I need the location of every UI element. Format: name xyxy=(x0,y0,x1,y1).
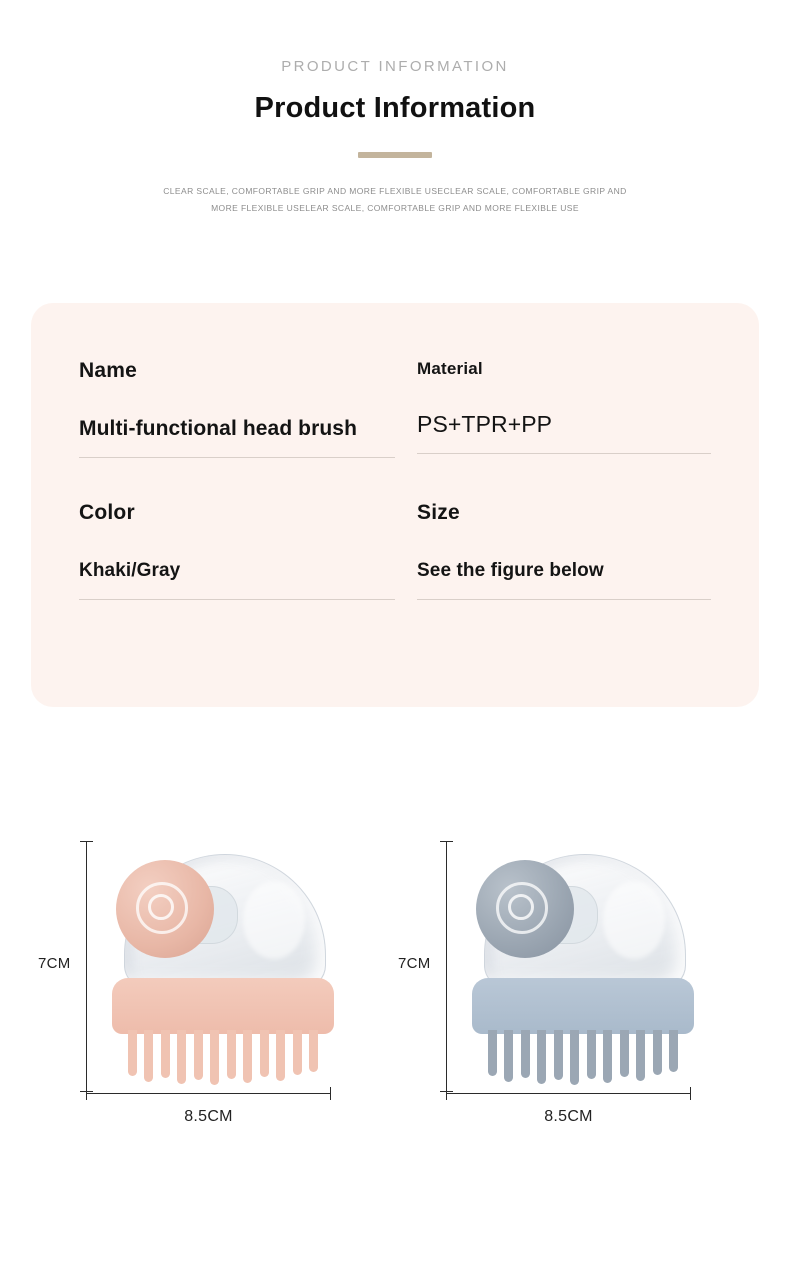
height-dimension-label: 7CM xyxy=(38,955,71,972)
dome-highlight xyxy=(603,881,665,959)
width-dimension-cap-right xyxy=(330,1087,331,1100)
brush-bristles xyxy=(488,1030,678,1086)
dome-highlight xyxy=(243,881,305,959)
brush-body xyxy=(112,978,334,1034)
height-dimension-line xyxy=(86,841,87,1091)
row-divider xyxy=(417,453,711,454)
knob-rings-icon xyxy=(496,882,548,934)
eyebrow-text: PRODUCT INFORMATION xyxy=(281,58,509,75)
header-subcopy: CLEAR SCALE, COMFORTABLE GRIP AND MORE FLEXIBLE USECLEAR SCALE, COMFORTABLE GRIP AND MORE FLEXIBLE USELEAR SCALE, COMFORTABLE GRIP AND MORE FLEXIBLE USE xyxy=(163,186,627,213)
name-label: Name xyxy=(79,359,137,382)
figure-khaki xyxy=(38,820,368,1150)
size-label: Size xyxy=(417,501,460,524)
height-dimension-line xyxy=(446,841,447,1091)
brush-bristles xyxy=(128,1030,318,1086)
width-dimension-label: 8.5CM xyxy=(544,1108,593,1125)
name-cell xyxy=(79,359,395,458)
width-dimension-line xyxy=(446,1093,691,1094)
title-divider xyxy=(358,152,432,158)
row-divider xyxy=(79,599,395,600)
specification-table xyxy=(79,359,711,600)
height-dimension-label: 7CM xyxy=(398,955,431,972)
width-dimension-cap-right xyxy=(690,1087,691,1100)
figure-gray xyxy=(398,820,728,1150)
material-value: PS+TPR+PP xyxy=(417,411,553,437)
brush-illustration-khaki xyxy=(106,842,338,1090)
row-divider xyxy=(417,599,711,600)
brush-body xyxy=(472,978,694,1034)
name-value: Multi-functional head brush xyxy=(79,417,358,440)
page-title: Product Information xyxy=(254,92,536,124)
width-dimension-line xyxy=(86,1093,331,1094)
size-cell xyxy=(395,501,711,600)
page-header xyxy=(0,0,790,217)
color-label: Color xyxy=(79,501,135,524)
material-cell xyxy=(395,359,711,458)
row-divider xyxy=(79,457,395,458)
specification-card xyxy=(31,303,759,707)
table-row xyxy=(79,359,711,458)
brush-illustration-gray xyxy=(466,842,698,1090)
knob-rings-icon xyxy=(136,882,188,934)
color-cell xyxy=(79,501,395,600)
size-value: See the figure below xyxy=(417,560,604,581)
color-value: Khaki/Gray xyxy=(79,560,181,581)
width-dimension-label: 8.5CM xyxy=(184,1108,233,1125)
dispenser-knob xyxy=(116,860,214,958)
material-label: Material xyxy=(417,359,483,378)
table-row xyxy=(79,501,711,600)
product-figures xyxy=(0,820,790,1160)
dispenser-knob xyxy=(476,860,574,958)
